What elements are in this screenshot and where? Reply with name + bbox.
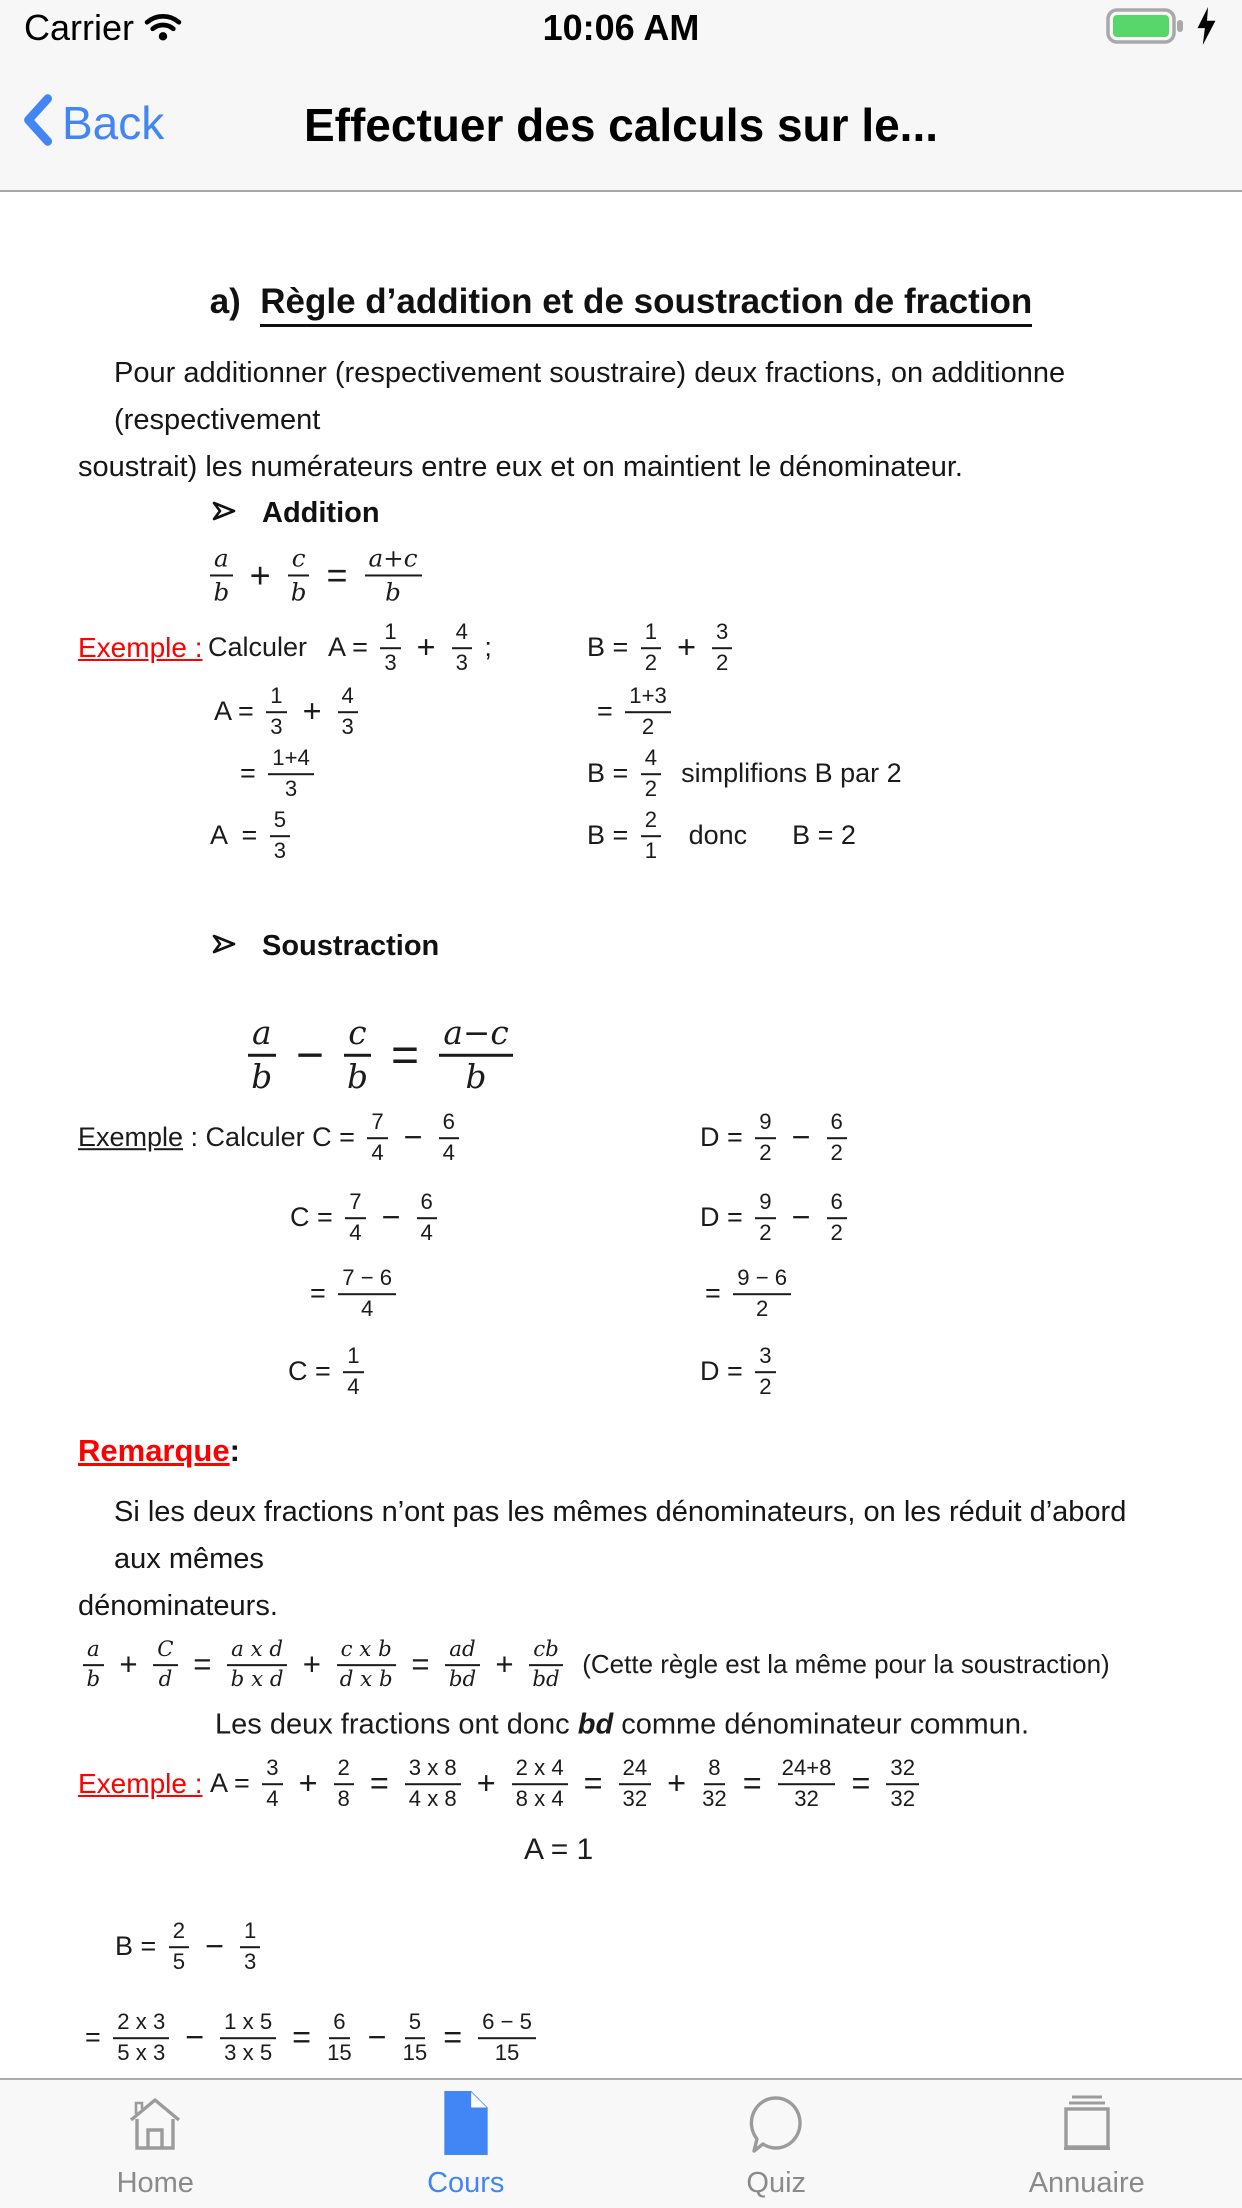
status-bar [0, 0, 1242, 56]
remarque-heading [78, 1433, 1242, 1477]
c-result: C = $\frac{1}{4}$ [288, 1344, 369, 1400]
arrow-bullet-icon [212, 499, 236, 528]
bd-line-row [0, 1706, 1242, 1744]
tab-cours-label: Cours [427, 2167, 505, 2199]
soustraction-bullet-label: Soustraction [262, 929, 440, 962]
page-title: Effectuer des calculs sur le... [303, 99, 939, 151]
d-step-1: D = $\frac{9}{2}$ − $\frac{6}{2}$ [700, 1190, 852, 1246]
arrow-bullet-icon [212, 932, 236, 961]
wifi-icon [144, 11, 182, 46]
remark-paragraph [78, 1489, 1164, 1630]
b2-row-2 [0, 2006, 1242, 2070]
b-step-2: B = $\frac{4}{2}$ simplifions B par 2 [587, 745, 902, 801]
bd-line: Les deux fractions ont donc bd comme dénominateur commun. [215, 1708, 1030, 1741]
addition-formula: $\frac{a}{b}$ + $\frac{c}{b}$ = $\frac{a+c}{b}$ [205, 544, 427, 605]
exemple2-c: Exemple : Calculer C = $\frac{7}{4}$ − $\frac{6}{4}$ [78, 1110, 464, 1166]
exemple1-b: B = $\frac{1}{2}$ + $\frac{3}{2}$ [587, 620, 737, 676]
a-final: A = 1 [524, 1833, 594, 1866]
soustraction-formula-row [0, 1009, 1242, 1101]
soustraction-bullet [212, 929, 1242, 963]
d-step-2: = $\frac{9 - 6}{2}$ [705, 1266, 796, 1322]
document-scroll[interactable] [0, 192, 1242, 2078]
tab-quiz[interactable] [621, 2080, 932, 2208]
a-step-2: = $\frac{1+4}{3}$ [240, 746, 319, 802]
remarque-colon: : [229, 1433, 240, 1468]
tab-annuaire[interactable] [932, 2080, 1242, 2208]
back-label: Back [62, 96, 165, 149]
archive-stack-icon [1055, 2090, 1119, 2161]
battery-icon [1106, 7, 1188, 50]
exemple1-a: Calculer A = $\frac{1}{3}$ + $\frac{4}{3}$ ; [208, 619, 492, 675]
remark-line-1: Si les deux fractions n’ont pas les mêmes dénominateurs, on les réduit d’abord aux mêmes [114, 1496, 1127, 1575]
exemple2-d: D = $\frac{9}{2}$ − $\frac{6}{2}$ [700, 1110, 852, 1166]
nav-bar [0, 56, 1242, 192]
tab-home[interactable] [0, 2080, 311, 2208]
exemple1-label: Exemple : [78, 632, 203, 663]
intro-line-2: soustrait) les numérateurs entre eux et on maintient le dénominateur. [78, 451, 963, 483]
status-left [24, 7, 182, 49]
charging-bolt-icon [1196, 7, 1218, 50]
work-row-a3 [0, 743, 1242, 805]
a-result-frac: A = $\frac{5}{3}$ [210, 808, 295, 864]
exemple3-chain: A = $\frac{3}{4}$ + $\frac{2}{8}$ = $\frac{3 x 8}{4 x 8}$ + $\frac{2 x 4}{8 x 4}$ = $\frac{24}{32}$ + $\frac{8}{32}$ = $\frac{24+8}{32}$ = $\frac{32}{32}$ [210, 1756, 924, 1812]
b2-row-1 [0, 1916, 1242, 1978]
exemple1-row [0, 617, 1242, 679]
work-row-a2 [0, 681, 1242, 743]
carrier-label: Carrier [24, 7, 135, 48]
work-row-a4 [0, 805, 1242, 867]
c-step-2: = $\frac{7 - 6}{4}$ [310, 1266, 401, 1322]
heading-prefix: a) [209, 282, 241, 321]
work-row-c2 [0, 1187, 1242, 1249]
c-step-1: C = $\frac{7}{4}$ − $\frac{6}{4}$ [290, 1190, 442, 1246]
work-row-c3 [0, 1263, 1242, 1325]
home-icon [123, 2090, 187, 2161]
exemple2-row [0, 1107, 1242, 1169]
intro-paragraph [78, 350, 1164, 491]
tab-quiz-label: Quiz [746, 2167, 807, 2199]
speech-bubble-icon [744, 2090, 808, 2161]
remark-line-2: dénominateurs. [78, 1590, 278, 1622]
rule-formula-row [0, 1634, 1242, 1696]
exemple3-row [0, 1752, 1242, 1816]
b2-step-1: B = $\frac{2}{5}$ − $\frac{1}{3}$ [115, 1919, 265, 1975]
section-heading [0, 282, 1242, 334]
soustraction-formula: $\frac{a}{b}$ − $\frac{c}{b}$ = $\frac{a-c}{b}$ [243, 1015, 518, 1095]
exemple3-label: Exemple : [78, 1768, 203, 1799]
d-result: D = $\frac{3}{2}$ [700, 1344, 781, 1400]
b-step-1: = $\frac{1+3}{2}$ [597, 684, 676, 740]
status-right [1106, 7, 1218, 50]
document-icon [440, 2090, 492, 2161]
a-final-row [0, 1830, 1242, 1870]
a-step-1: A = $\frac{1}{3}$ + $\frac{4}{3}$ [214, 684, 363, 740]
tab-bar [0, 2078, 1242, 2208]
addition-bullet [212, 497, 1242, 529]
tab-cours[interactable] [311, 2080, 622, 2208]
clock-label: 10:06 AM [542, 7, 700, 48]
b2-chain: = $\frac{2 x 3}{5 x 3}$ − $\frac{1 x 5}{3 x 5}$ = $\frac{6}{15}$ − $\frac{5}{15}$ = $\frac{6 - 5}{15}$ [85, 2010, 541, 2066]
b-result-frac: B = $\frac{2}{1}$ donc B = 2 [587, 807, 856, 863]
intro-line-1: Pour additionner (respectivement soustraire) deux fractions, on additionne (respectivement [114, 357, 1066, 436]
rule-formula: $\frac{a}{b}$ + $\frac{C}{d}$ = $\frac{\text{a x d}}{\text{b x d}}$ + $\frac{\text{c x b}}{\text{d x b}}$ = $\frac{ad}{bd}$ + $\frac{cb}{bd}$ (Cette règle est la même pour la soustraction) [78, 1638, 1110, 1692]
work-row-c4 [0, 1341, 1242, 1403]
addition-formula-row [0, 537, 1242, 613]
back-chevron-icon [22, 94, 52, 151]
addition-bullet-label: Addition [262, 496, 380, 529]
heading-underlined: Règle d’addition et de soustraction de fraction [260, 282, 1032, 327]
back-button[interactable] [22, 94, 164, 151]
tab-annuaire-label: Annuaire [1028, 2167, 1145, 2199]
remarque-label: Remarque [78, 1433, 230, 1468]
tab-home-label: Home [116, 2167, 194, 2199]
